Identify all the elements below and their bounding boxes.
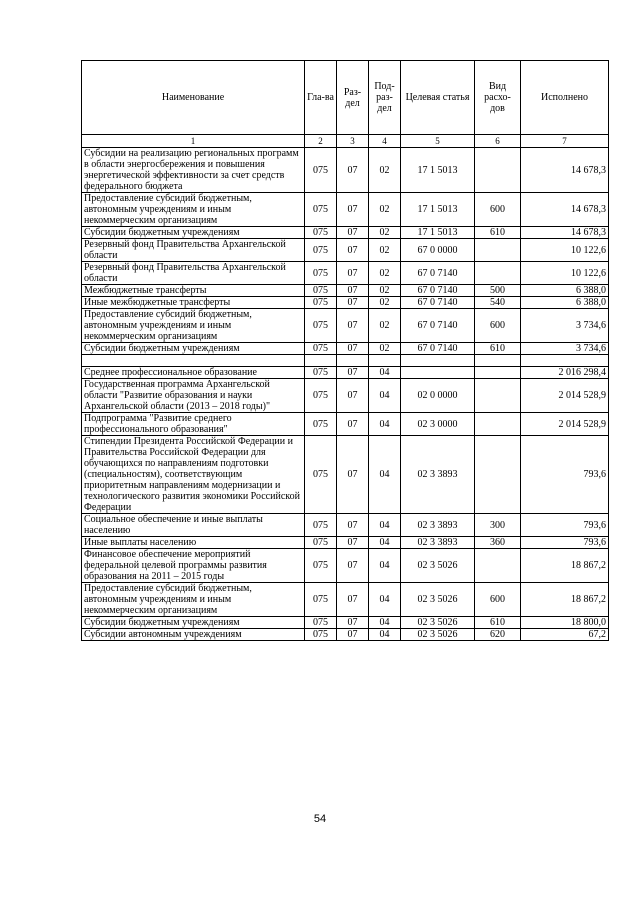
cell-target: 02 3 5026	[401, 583, 475, 617]
cell-razdel: 07	[337, 285, 369, 297]
cell-amount: 793,6	[521, 436, 609, 514]
cell-name: Резервный фонд Правительства Архангельской области	[82, 262, 305, 285]
cell-amount: 18 867,2	[521, 549, 609, 583]
table-row	[82, 285, 609, 297]
cell-podrazdel: 04	[369, 379, 401, 413]
table-row	[82, 239, 609, 262]
cell-vid: 610	[475, 343, 521, 355]
cell-target: 67 0 7140	[401, 343, 475, 355]
cell-amount: 793,6	[521, 514, 609, 537]
budget-table	[81, 60, 609, 641]
cell-vid	[475, 239, 521, 262]
cell-amount	[521, 355, 609, 367]
cell-name: Субсидии автономным учреждениям	[82, 629, 305, 641]
column-number: 2	[305, 135, 337, 148]
cell-podrazdel: 02	[369, 285, 401, 297]
cell-amount: 2 014 528,9	[521, 379, 609, 413]
cell-name: Иные выплаты населению	[82, 537, 305, 549]
cell-podrazdel: 04	[369, 537, 401, 549]
cell-podrazdel: 02	[369, 343, 401, 355]
cell-vid	[475, 436, 521, 514]
cell-glava: 075	[305, 629, 337, 641]
header-glava: Гла-ва	[305, 61, 337, 135]
cell-razdel: 07	[337, 239, 369, 262]
cell-name: Межбюджетные трансферты	[82, 285, 305, 297]
cell-amount: 6 388,0	[521, 297, 609, 309]
header-vid: Вид расхо-дов	[475, 61, 521, 135]
table-row	[82, 617, 609, 629]
cell-podrazdel: 02	[369, 148, 401, 193]
cell-glava: 075	[305, 343, 337, 355]
cell-amount: 14 678,3	[521, 227, 609, 239]
header-executed: Исполнено	[521, 61, 609, 135]
cell-razdel: 07	[337, 617, 369, 629]
cell-amount: 2 016 298,4	[521, 367, 609, 379]
cell-target: 67 0 7140	[401, 262, 475, 285]
cell-razdel: 07	[337, 343, 369, 355]
cell-target: 02 0 0000	[401, 379, 475, 413]
cell-razdel: 07	[337, 262, 369, 285]
table-row	[82, 549, 609, 583]
cell-amount: 793,6	[521, 537, 609, 549]
cell-razdel: 07	[337, 413, 369, 436]
column-number: 6	[475, 135, 521, 148]
cell-glava: 075	[305, 514, 337, 537]
cell-vid: 600	[475, 193, 521, 227]
page-number: 54	[313, 813, 327, 825]
cell-target: 67 0 7140	[401, 309, 475, 343]
cell-vid: 540	[475, 297, 521, 309]
table-row	[82, 227, 609, 239]
table-row	[82, 413, 609, 436]
cell-vid	[475, 549, 521, 583]
cell-razdel: 07	[337, 549, 369, 583]
cell-podrazdel: 04	[369, 514, 401, 537]
table-row	[82, 309, 609, 343]
cell-glava: 075	[305, 148, 337, 193]
cell-vid	[475, 379, 521, 413]
column-number: 1	[82, 135, 305, 148]
header-razdel: Раз-дел	[337, 61, 369, 135]
cell-glava: 075	[305, 617, 337, 629]
cell-name: Предоставление субсидий бюджетным, автономным учреждениям и иным некоммерческим организациям	[82, 583, 305, 617]
table-row	[82, 148, 609, 193]
cell-target: 02 3 3893	[401, 514, 475, 537]
cell-name: Стипендии Президента Российской Федерации и Правительства Российской Федерации для обучающихся по направлениям подготовки (специальностям), соответствующим приоритетным направлениям модернизации и технологического развития экономики Российской Федерации	[82, 436, 305, 514]
cell-glava: 075	[305, 239, 337, 262]
table-body	[82, 148, 609, 641]
cell-glava: 075	[305, 549, 337, 583]
header-podrazdel: Под-раз-дел	[369, 61, 401, 135]
cell-podrazdel: 04	[369, 629, 401, 641]
cell-name: Субсидии бюджетным учреждениям	[82, 617, 305, 629]
cell-razdel: 07	[337, 227, 369, 239]
cell-name: Социальное обеспечение и иные выплаты населению	[82, 514, 305, 537]
cell-podrazdel: 02	[369, 227, 401, 239]
cell-amount: 14 678,3	[521, 148, 609, 193]
cell-vid: 600	[475, 583, 521, 617]
table-row	[82, 367, 609, 379]
table-row	[82, 297, 609, 309]
cell-razdel: 07	[337, 297, 369, 309]
cell-vid: 360	[475, 537, 521, 549]
cell-podrazdel: 04	[369, 549, 401, 583]
cell-vid: 600	[475, 309, 521, 343]
cell-name: Подпрограмма "Развитие среднего профессионального образования"	[82, 413, 305, 436]
table-row	[82, 379, 609, 413]
header-target: Целевая статья	[401, 61, 475, 135]
cell-name: Предоставление субсидий бюджетным, автономным учреждениям и иным некоммерческим организациям	[82, 309, 305, 343]
cell-name: Субсидии бюджетным учреждениям	[82, 343, 305, 355]
cell-target: 02 3 3893	[401, 436, 475, 514]
cell-podrazdel: 02	[369, 309, 401, 343]
cell-amount: 67,2	[521, 629, 609, 641]
table-row	[82, 355, 609, 367]
cell-target: 02 3 5026	[401, 617, 475, 629]
cell-target: 02 3 5026	[401, 549, 475, 583]
cell-name	[82, 355, 305, 367]
cell-razdel: 07	[337, 629, 369, 641]
cell-razdel: 07	[337, 309, 369, 343]
cell-podrazdel: 04	[369, 583, 401, 617]
cell-glava: 075	[305, 379, 337, 413]
cell-vid: 500	[475, 285, 521, 297]
cell-amount: 14 678,3	[521, 193, 609, 227]
cell-podrazdel: 02	[369, 297, 401, 309]
cell-target: 67 0 7140	[401, 297, 475, 309]
cell-name: Государственная программа Архангельской области "Развитие образования и науки Архангельской области (2013 – 2018 годы)"	[82, 379, 305, 413]
cell-target: 67 0 0000	[401, 239, 475, 262]
cell-razdel	[337, 355, 369, 367]
cell-name: Предоставление субсидий бюджетным, автономным учреждениям и иным некоммерческим организациям	[82, 193, 305, 227]
cell-glava: 075	[305, 285, 337, 297]
cell-podrazdel: 04	[369, 436, 401, 514]
column-number: 4	[369, 135, 401, 148]
cell-razdel: 07	[337, 193, 369, 227]
cell-vid	[475, 148, 521, 193]
cell-target	[401, 355, 475, 367]
table-row	[82, 537, 609, 549]
table-row	[82, 262, 609, 285]
cell-target: 02 3 0000	[401, 413, 475, 436]
table-row	[82, 629, 609, 641]
table-row	[82, 583, 609, 617]
column-number-row	[82, 135, 609, 148]
cell-target	[401, 367, 475, 379]
cell-target: 67 0 7140	[401, 285, 475, 297]
cell-amount: 3 734,6	[521, 309, 609, 343]
cell-target: 02 3 5026	[401, 629, 475, 641]
cell-vid: 620	[475, 629, 521, 641]
cell-vid	[475, 355, 521, 367]
cell-name: Среднее профессиональное образование	[82, 367, 305, 379]
cell-podrazdel: 02	[369, 262, 401, 285]
cell-glava: 075	[305, 309, 337, 343]
cell-target: 17 1 5013	[401, 227, 475, 239]
cell-podrazdel	[369, 355, 401, 367]
cell-razdel: 07	[337, 379, 369, 413]
cell-razdel: 07	[337, 537, 369, 549]
cell-glava: 075	[305, 367, 337, 379]
cell-vid	[475, 413, 521, 436]
cell-razdel: 07	[337, 436, 369, 514]
table-header-row	[82, 61, 609, 135]
cell-podrazdel: 04	[369, 367, 401, 379]
cell-target: 17 1 5013	[401, 148, 475, 193]
cell-glava: 075	[305, 436, 337, 514]
cell-amount: 3 734,6	[521, 343, 609, 355]
cell-podrazdel: 02	[369, 193, 401, 227]
cell-glava	[305, 355, 337, 367]
cell-razdel: 07	[337, 514, 369, 537]
header-name: Наименование	[82, 61, 305, 135]
cell-name: Резервный фонд Правительства Архангельской области	[82, 239, 305, 262]
cell-name: Субсидии бюджетным учреждениям	[82, 227, 305, 239]
cell-glava: 075	[305, 583, 337, 617]
cell-glava: 075	[305, 193, 337, 227]
cell-podrazdel: 04	[369, 413, 401, 436]
cell-amount: 6 388,0	[521, 285, 609, 297]
cell-vid: 610	[475, 227, 521, 239]
cell-glava: 075	[305, 413, 337, 436]
cell-vid	[475, 367, 521, 379]
cell-amount: 10 122,6	[521, 239, 609, 262]
table-row	[82, 514, 609, 537]
cell-amount: 18 867,2	[521, 583, 609, 617]
column-number: 5	[401, 135, 475, 148]
cell-razdel: 07	[337, 148, 369, 193]
cell-vid	[475, 262, 521, 285]
cell-vid: 300	[475, 514, 521, 537]
cell-amount: 2 014 528,9	[521, 413, 609, 436]
cell-name: Иные межбюджетные трансферты	[82, 297, 305, 309]
cell-amount: 10 122,6	[521, 262, 609, 285]
cell-razdel: 07	[337, 367, 369, 379]
cell-glava: 075	[305, 262, 337, 285]
cell-glava: 075	[305, 297, 337, 309]
cell-glava: 075	[305, 227, 337, 239]
cell-razdel: 07	[337, 583, 369, 617]
cell-amount: 18 800,0	[521, 617, 609, 629]
cell-glava: 075	[305, 537, 337, 549]
table-row	[82, 343, 609, 355]
table-row	[82, 436, 609, 514]
cell-name: Субсидии на реализацию региональных программ в области энергосбережения и повышения энергетической эффективности за счет средств федерального бюджета	[82, 148, 305, 193]
table-row	[82, 193, 609, 227]
cell-vid: 610	[475, 617, 521, 629]
cell-target: 02 3 3893	[401, 537, 475, 549]
cell-podrazdel: 04	[369, 617, 401, 629]
column-number: 3	[337, 135, 369, 148]
cell-name: Финансовое обеспечение мероприятий федеральной целевой программы развития образования на 2011 – 2015 годы	[82, 549, 305, 583]
column-number: 7	[521, 135, 609, 148]
cell-podrazdel: 02	[369, 239, 401, 262]
cell-target: 17 1 5013	[401, 193, 475, 227]
